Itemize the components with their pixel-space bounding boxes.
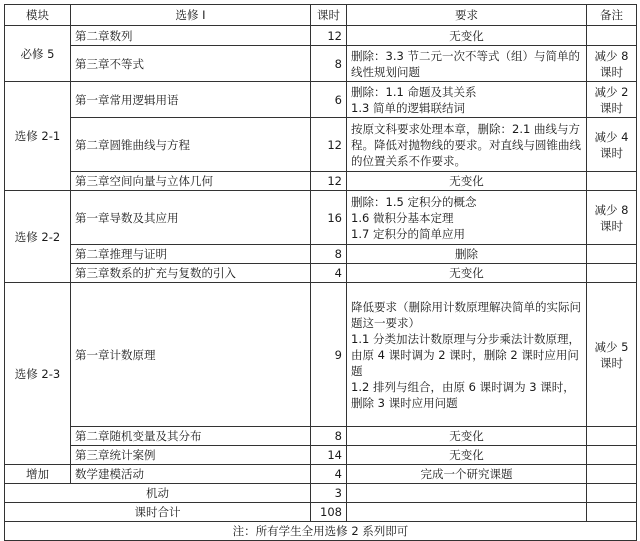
remark-cell: [587, 446, 637, 465]
requirement-cell: 降低要求（删除用计数原理解决简单的实际问题这一要求） 1.1 分类加法计数原理与分步乘法计数原理，由原 4 课时调为 2 课时，删除 2 课时应用问题 1.2 排列与组合，由原 6 课时调为 3 课时，删除 3 课时应用问题: [347, 283, 587, 427]
header-remark: 备注: [587, 5, 637, 26]
chapter-cell: 第一章常用逻辑用语: [71, 82, 311, 118]
chapter-cell: 第三章空间向量与立体几何: [71, 172, 311, 191]
header-requirement: 要求: [347, 5, 587, 26]
table-row: [5, 283, 637, 427]
table-row: [5, 446, 637, 465]
requirement-cell: 无变化: [347, 26, 587, 46]
chapter-cell: 第一章计数原理: [71, 283, 311, 427]
hours-cell: 8: [311, 427, 347, 446]
total-requirement: [347, 503, 587, 522]
table-row: [5, 26, 637, 46]
table-row: [5, 245, 637, 264]
chapter-cell: 第三章统计案例: [71, 446, 311, 465]
requirement-cell: 删除：1.1 命题及其关系 1.3 简单的逻辑联结词: [347, 82, 587, 118]
hours-cell: 9: [311, 283, 347, 427]
total-remark: [587, 503, 637, 522]
chapter-cell: 数学建模活动: [71, 465, 311, 484]
header-row: [5, 5, 637, 26]
table-row: [5, 191, 637, 245]
remark-cell: 减少 2 课时: [587, 82, 637, 118]
requirement-cell: 按原文科要求处理本章，删除：2.1 曲线与方程。降低对抛物线的要求。对直线与圆锥曲线的位置关系不作要求。: [347, 118, 587, 172]
hours-cell: 6: [311, 82, 347, 118]
remark-cell: 减少 8 课时: [587, 46, 637, 82]
table-row: [5, 465, 637, 484]
table-row: [5, 172, 637, 191]
requirement-cell: 删除: [347, 245, 587, 264]
requirement-cell: 删除：1.5 定积分的概念 1.6 微积分基本定理 1.7 定积分的简单应用: [347, 191, 587, 245]
flex-label: 机动: [5, 484, 311, 503]
flex-requirement: [347, 484, 587, 503]
total-label: 课时合计: [5, 503, 311, 522]
requirement-cell: 无变化: [347, 427, 587, 446]
remark-cell: [587, 264, 637, 283]
total-hours: 108: [311, 503, 347, 522]
remark-cell: [587, 172, 637, 191]
hours-cell: 4: [311, 465, 347, 484]
requirement-cell: 删除：3.3 节二元一次不等式（组）与简单的线性规划问题: [347, 46, 587, 82]
hours-cell: 14: [311, 446, 347, 465]
hours-cell: 4: [311, 264, 347, 283]
chapter-cell: 第三章数系的扩充与复数的引入: [71, 264, 311, 283]
table-row: [5, 264, 637, 283]
chapter-cell: 第三章不等式: [71, 46, 311, 82]
table-row: [5, 82, 637, 118]
hours-cell: 8: [311, 46, 347, 82]
header-hours: 课时: [311, 5, 347, 26]
requirement-cell: 完成一个研究课题: [347, 465, 587, 484]
remark-cell: 减少 5 课时: [587, 283, 637, 427]
table-note: 注：所有学生全用选修 2 系列即可: [5, 522, 637, 541]
chapter-cell: 第二章推理与证明: [71, 245, 311, 264]
chapter-cell: 第一章导数及其应用: [71, 191, 311, 245]
hours-cell: 8: [311, 245, 347, 264]
requirement-cell: 无变化: [347, 172, 587, 191]
module-cell: 选修 2-1: [5, 82, 71, 191]
chapter-cell: 第二章圆锥曲线与方程: [71, 118, 311, 172]
curriculum-table: [4, 4, 637, 541]
module-cell: 必修 5: [5, 26, 71, 82]
table-row: [5, 118, 637, 172]
chapter-cell: 第二章随机变量及其分布: [71, 427, 311, 446]
flex-remark: [587, 484, 637, 503]
remark-cell: 减少 8 课时: [587, 191, 637, 245]
hours-cell: 12: [311, 172, 347, 191]
header-course: 选修 I: [71, 5, 311, 26]
note-row: [5, 522, 637, 541]
hours-cell: 16: [311, 191, 347, 245]
module-cell: 选修 2-3: [5, 283, 71, 465]
chapter-cell: 第二章数列: [71, 26, 311, 46]
remark-cell: [587, 427, 637, 446]
remark-cell: 减少 4 课时: [587, 118, 637, 172]
remark-cell: [587, 245, 637, 264]
requirement-cell: 无变化: [347, 264, 587, 283]
hours-cell: 12: [311, 26, 347, 46]
remark-cell: [587, 26, 637, 46]
remark-cell: [587, 465, 637, 484]
table-row: [5, 46, 637, 82]
module-cell: 增加: [5, 465, 71, 484]
header-module: 模块: [5, 5, 71, 26]
module-cell: 选修 2-2: [5, 191, 71, 283]
flex-hours: 3: [311, 484, 347, 503]
total-row: [5, 503, 637, 522]
requirement-cell: 无变化: [347, 446, 587, 465]
table-row: [5, 427, 637, 446]
flex-row: [5, 484, 637, 503]
hours-cell: 12: [311, 118, 347, 172]
